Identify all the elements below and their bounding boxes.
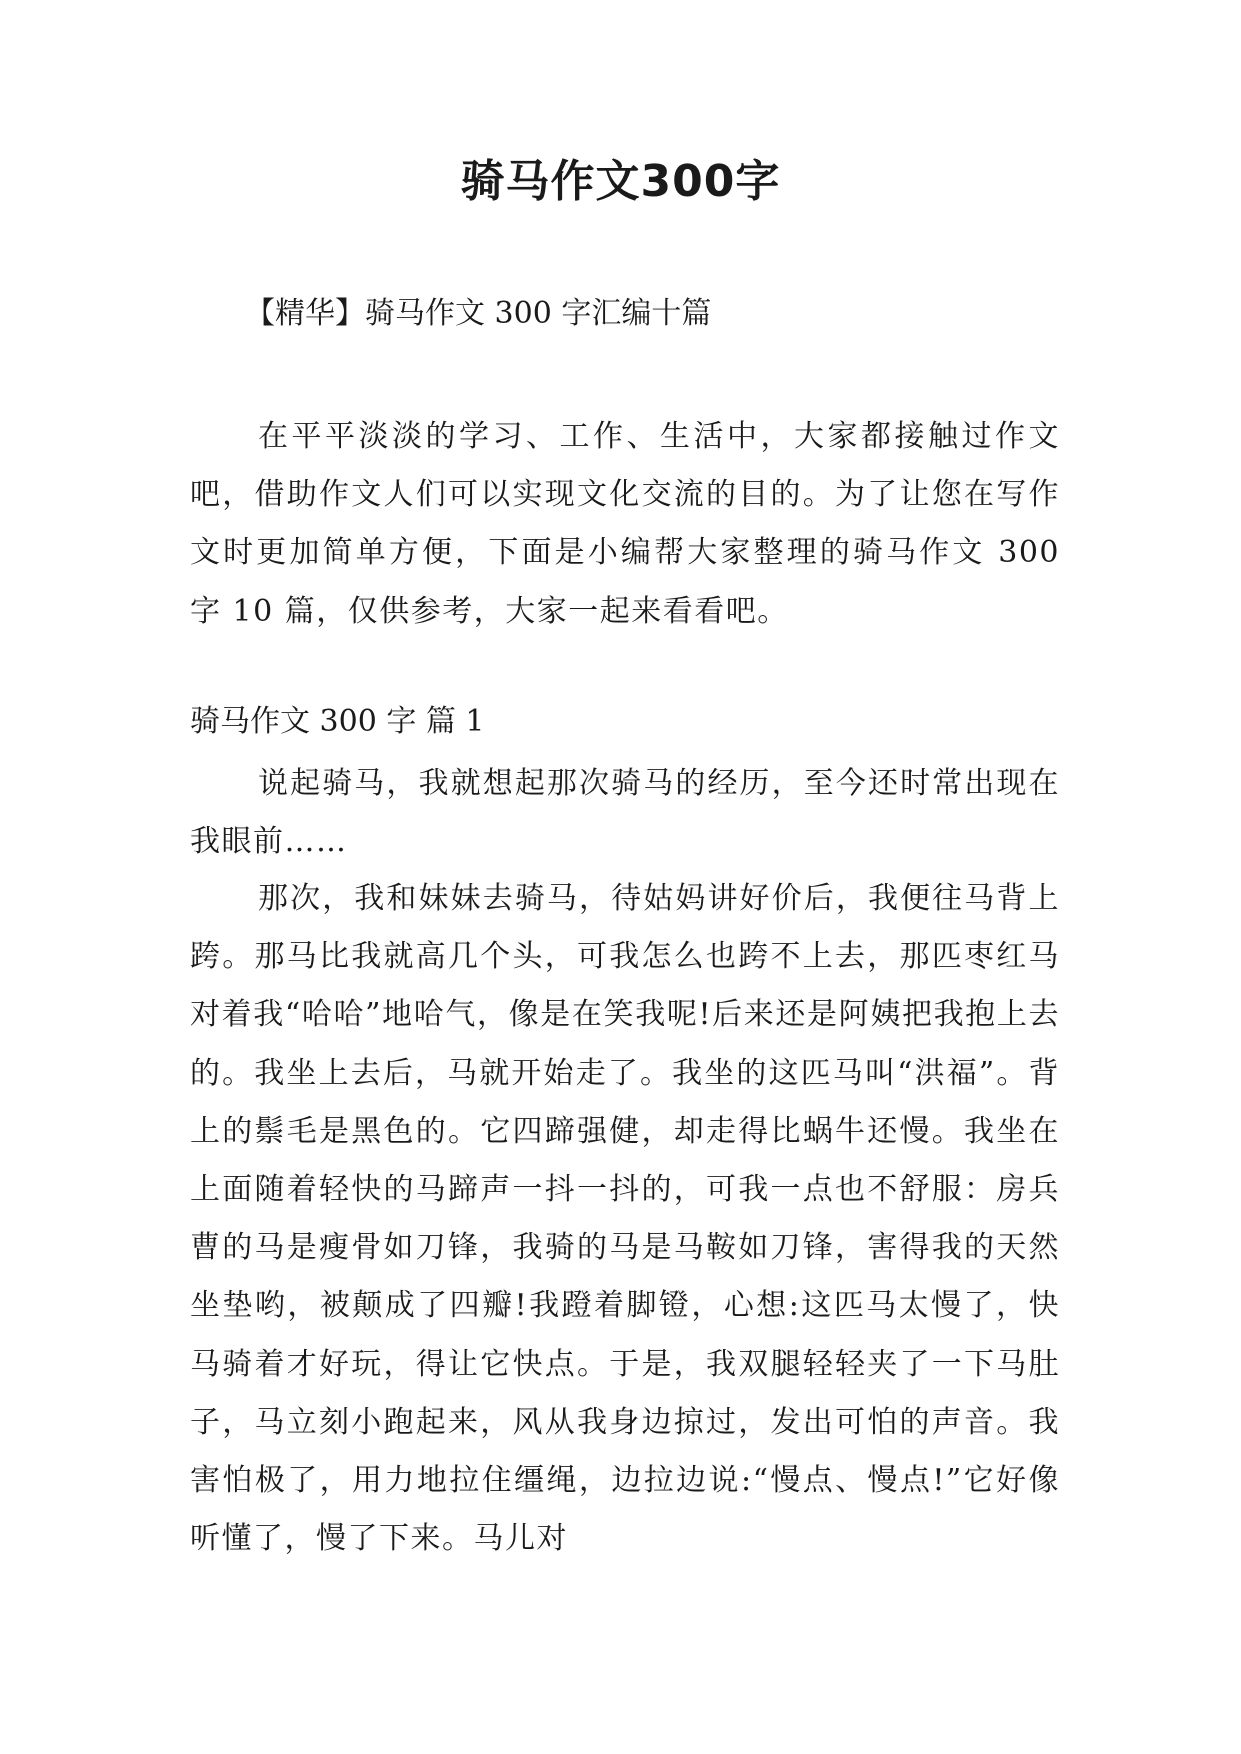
document-subtitle: 【精华】骑马作文 300 字汇编十篇 [245,296,712,331]
body-paragraph-2: 那次，我和妹妹去骑马，待姑妈讲好价后，我便往马背上跨。那马比我就高几个头，可我怎么也跨不上去，那匹枣红马对着我“哈哈”地哈气，像是在笑我呢!后来还是阿姨把我抱上去的。我坐上去后，马就开始走了。我坐的这匹马叫“洪福”。背上的鬃毛是黑色的。它四蹄强健，却走得比蜗牛还慢。我坐在上面随着轻快的马蹄声一抖一抖的，可我一点也不舒服：房兵曹的马是瘦骨如刀锋，我骑的马是马鞍如刀锋，害得我的天然坐垫哟，被颠成了四瓣!我蹬着脚镫，心想:这匹马太慢了，快马骑着才好玩，得让它快点。于是，我双腿轻轻夹了一下马肚子，马立刻小跑起来，风从我身边掠过，发出可怕的声音。我害怕极了，用力地拉住缰绳，边拉边说:“慢点、慢点!”它好像听懂了，慢了下来。马儿对 [190,881,1060,1557]
section-heading: 骑马作文 300 字 篇 1 [190,704,485,739]
intro-paragraph: 在平平淡淡的学习、工作、生活中，大家都接触过作文吧，借助作文人们可以实现文化交流的目的。为了让您在写作文时更加简单方便，下面是小编帮大家整理的骑马作文 300 字 10 篇，仅供参考，大家一起来看看吧。 [190,419,1060,629]
body-paragraph-1: 说起骑马，我就想起那次骑马的经历，至今还时常出现在我眼前…… [190,766,1060,860]
document-title: 骑马作文300字 [460,156,781,207]
